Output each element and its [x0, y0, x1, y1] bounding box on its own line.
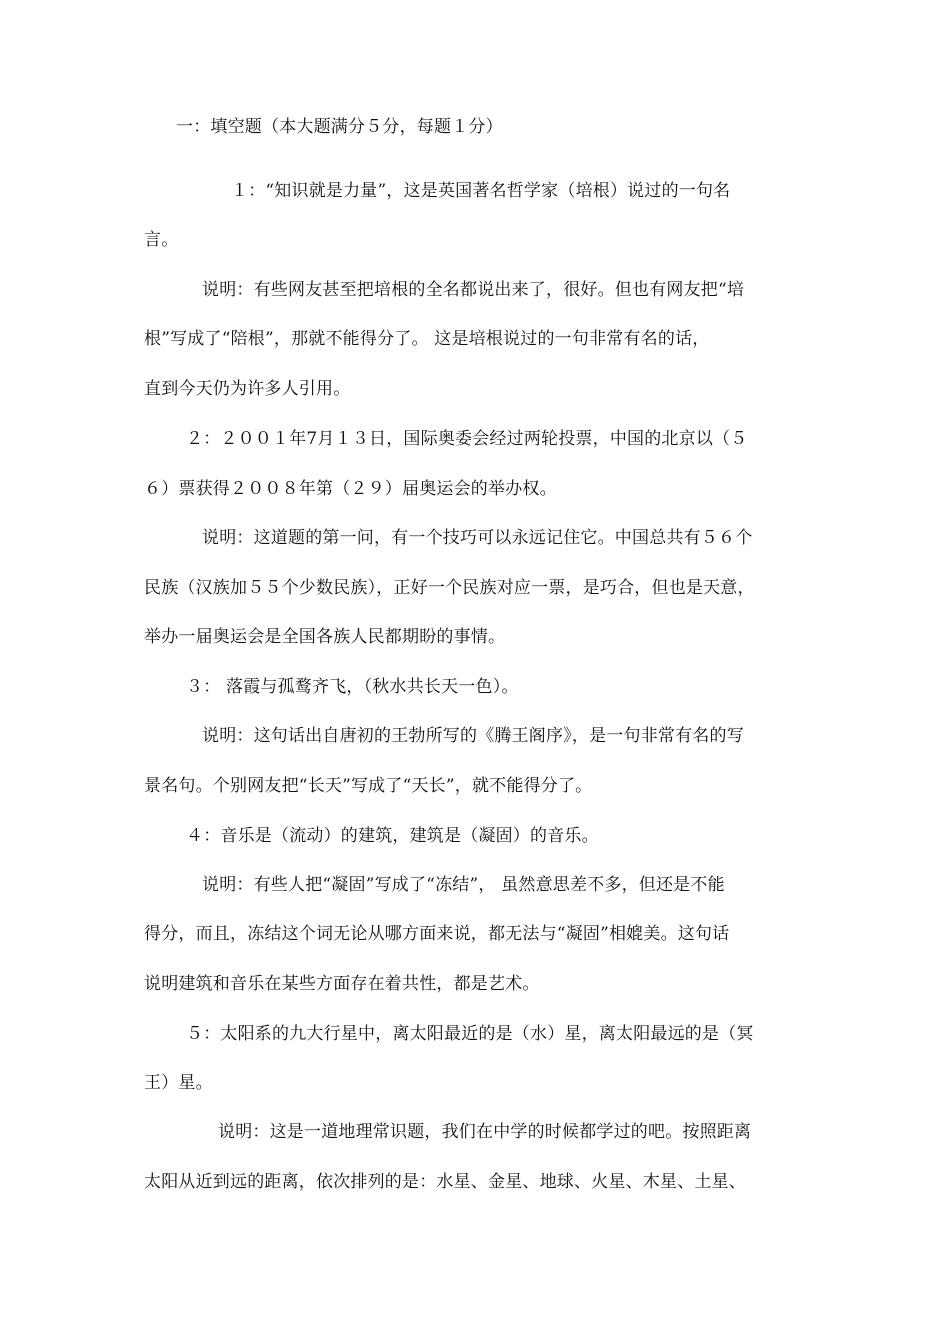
question-1-line-1: １：“知识就是力量”，这是英国著名哲学家（培根）说过的一句名 [231, 181, 731, 201]
question-2-line-1: ２：２００１年7月１３日，国际奥委会经过两轮投票，中国的北京以（５ [186, 429, 748, 449]
question-4-line-1: ４：音乐是（流动）的建筑，建筑是（凝固）的音乐。 [186, 826, 599, 846]
explanation-2-line-2: 民族（汉族加５５个少数民族），正好一个民族对应一票，是巧合，但也是天意， [144, 578, 755, 598]
explanation-5-line-2: 太阳从近到远的距离，依次排列的是：水星、金星、地球、火星、木星、土星、 [144, 1172, 746, 1192]
explanation-2-line-3: 举办一届奥运会是全国各族人民都期盼的事情。 [144, 627, 506, 647]
explanation-2-line-1: 说明：这道题的第一问，有一个技巧可以永远记住它。中国总共有５６个 [202, 528, 753, 548]
question-5-line-1: ５：太阳系的九大行星中，离太阳最近的是（水）星，离太阳最远的是（冥 [186, 1024, 754, 1044]
explanation-4-line-1: 说明：有些人把“凝固”写成了“冻结”， 虽然意思差不多，但还是不能 [202, 875, 725, 895]
explanation-1-line-2: 根”写成了“陪根”，那就不能得分了。 这是培根说过的一句非常有名的话， [144, 329, 710, 349]
explanation-5-line-1: 说明：这是一道地理常识题，我们在中学的时候都学过的吧。按照距离 [218, 1122, 752, 1142]
explanation-4-line-3: 说明建筑和音乐在某些方面存在着共性，都是艺术。 [144, 974, 540, 994]
question-5-line-2: 王）星。 [144, 1073, 213, 1093]
question-3-line-1: ３： 落霞与孤鹜齐飞，（秋水共长天一色）。 [186, 677, 519, 697]
question-1-line-2: 言。 [144, 230, 179, 250]
explanation-4-line-2: 得分，而且，冻结这个词无论从哪方面来说，都无法与“凝固”相媲美。这句话 [144, 924, 730, 944]
question-2-line-2: ６）票获得２００８年第（２９）届奥运会的举办权。 [144, 479, 557, 499]
explanation-1-line-1: 说明：有些网友甚至把培根的全名都说出来了，很好。但也有网友把“培 [202, 280, 745, 300]
explanation-1-line-3: 直到今天仍为许多人引用。 [144, 379, 351, 399]
explanation-3-line-2: 景名句。个别网友把“长天”写成了“天长”，就不能得分了。 [144, 776, 593, 796]
section-heading: 一：填空题（本大题满分５分，每题１分） [176, 117, 503, 137]
explanation-3-line-1: 说明：这句话出自唐初的王勃所写的《腾王阁序》，是一句非常有名的写 [202, 726, 744, 746]
